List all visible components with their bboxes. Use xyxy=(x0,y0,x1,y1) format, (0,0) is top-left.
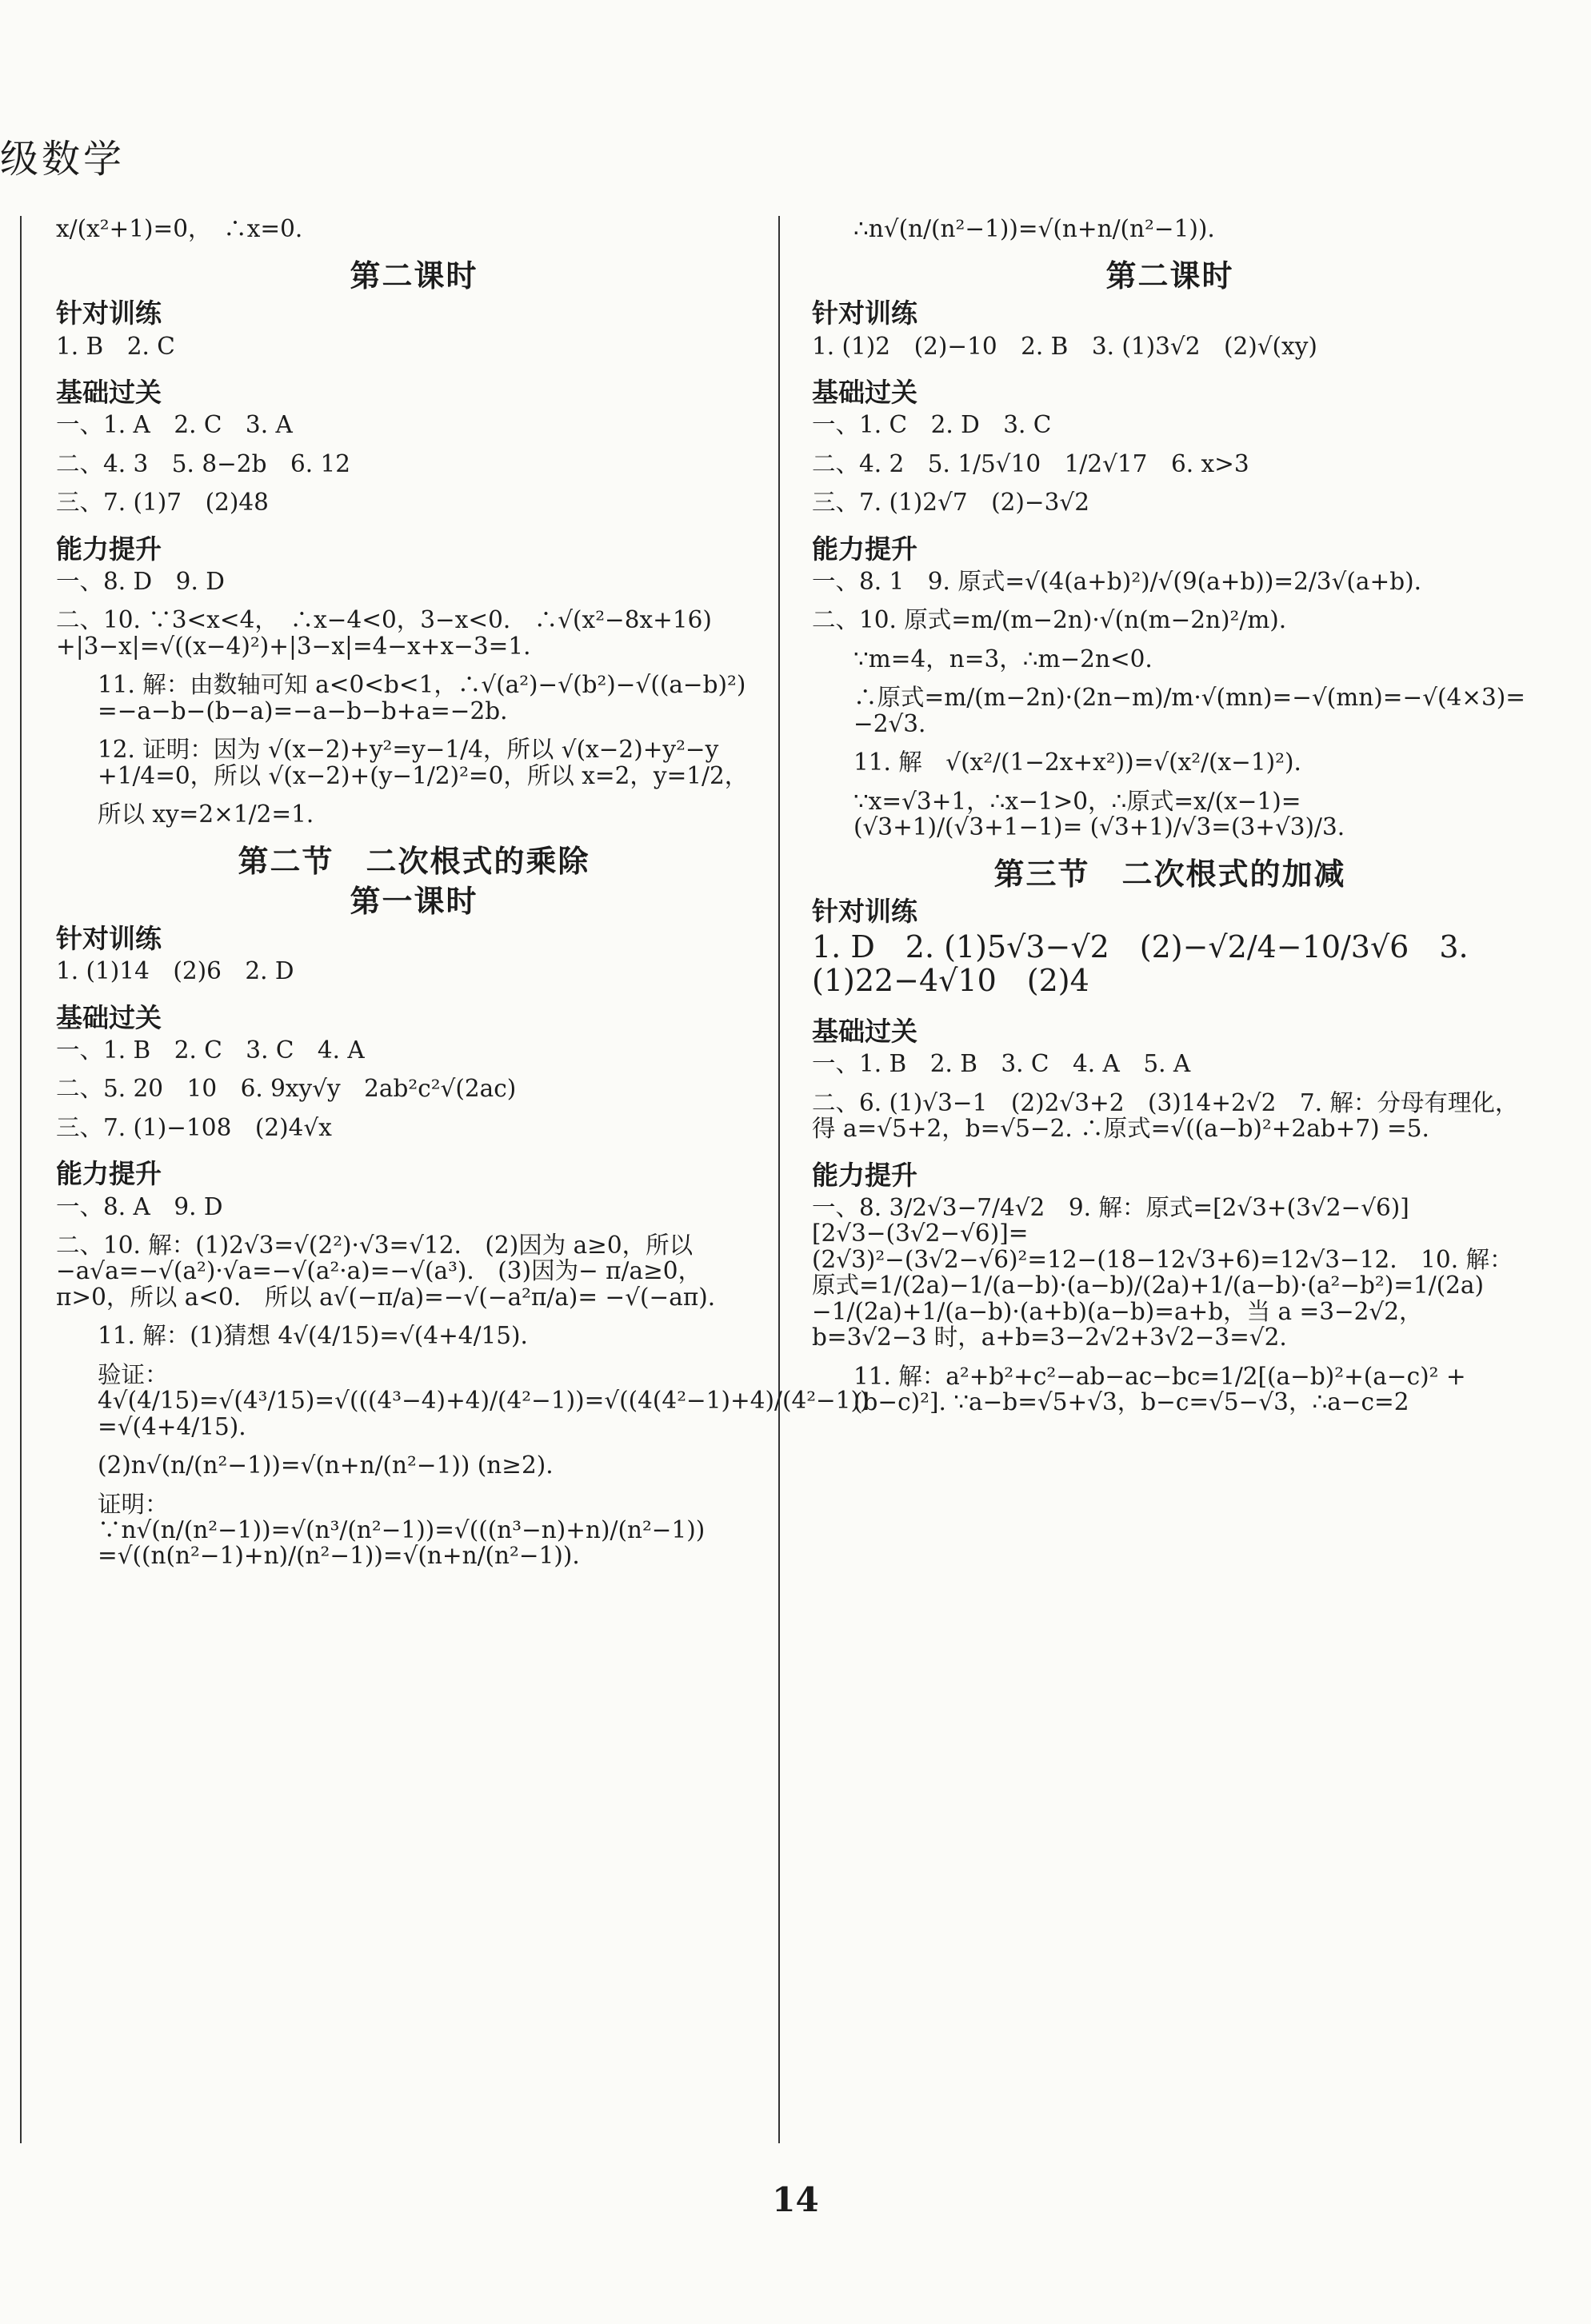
answer-line-large: 1. D 2. (1)5√3−√2 (2)−√2/4−10/3√6 3. (1)22−4√10 (2)4 xyxy=(812,929,1469,999)
answer-line: 一、1. B 2. C 3. C 4. A xyxy=(56,1036,365,1064)
answer-line-indented: (2)n√(n/(n²−1))=√(n+n/(n²−1)) (n≥2). xyxy=(98,1452,554,1479)
subsection-heading: 基础过关 xyxy=(812,376,917,408)
subsection-heading: 基础过关 xyxy=(56,376,162,408)
answer-line-indented: 11. 解：a²+b²+c²−ab−ac−bc=1/2[(a−b)²+(a−c)² +(b−c)²]. ∵a−b=√5+√3，b−c=√5−√3，∴a−c=2 xyxy=(853,1362,1466,1416)
section-heading: 第二课时 xyxy=(1105,258,1234,294)
answer-line-indented: 11. 解 √(x²/(1−2x+x²))=√(x²/(x−1)²). xyxy=(853,749,1301,777)
subsection-heading: 基础过关 xyxy=(56,1001,162,1033)
answer-line-indented: 所以 xy=2×1/2=1. xyxy=(98,800,314,828)
answer-line: 三、7. (1)2√7 (2)−3√2 xyxy=(812,489,1089,517)
section-heading: 第二课时 xyxy=(350,258,478,294)
answer-line: 一、1. B 2. B 3. C 4. A 5. A xyxy=(812,1050,1191,1078)
answer-line: 1. (1)2 (2)−10 2. B 3. (1)3√2 (2)√(xy) xyxy=(812,332,1317,360)
section-heading: 第一课时 xyxy=(350,883,478,920)
answer-line: 二、6. (1)√3−1 (2)2√3+2 (3)14+2√2 7. 解：分母有理化，得 a=√5+2，b=√5−2. ∴原式=√((a−b)²+2ab+7) =5. xyxy=(812,1088,1519,1143)
answer-line: 一、1. A 2. C 3. A xyxy=(56,411,293,439)
answer-line-indented: 验证：4√(4/15)=√(4³/15)=√(((4³−4)+4)/(4²−1))=√((4(4²−1)+4)/(4²−1)) =√(4+4/15). xyxy=(98,1360,869,1440)
section-heading: 第二节 二次根式的乘除 xyxy=(238,843,590,880)
answer-line-indented: ∵x=√3+1，∴x−1>0，∴原式=x/(x−1)=(√3+1)/(√3+1−1)= (√3+1)/√3=(3+√3)/3. xyxy=(853,787,1345,841)
answer-line: 二、5. 20 10 6. 9xy√y 2ab²c²√(2ac) xyxy=(56,1075,517,1103)
right-column xyxy=(812,216,1528,2135)
left-column xyxy=(56,215,869,2135)
answer-line-indented: ∵m=4，n=3，∴m−2n<0. xyxy=(853,645,1153,673)
subsection-heading: 针对训练 xyxy=(56,297,162,329)
answer-line-indented: ∴原式=m/(m−2n)·(2n−m)/m·√(mn)=−√(mn)=−√(4×3)= −2√3. xyxy=(853,684,1525,737)
left-margin-rule xyxy=(20,216,22,2143)
answer-line: 二、4. 3 5. 8−2b 6. 12 xyxy=(56,449,351,477)
answer-line: 三、7. (1)7 (2)48 xyxy=(56,489,269,517)
subsection-heading: 能力提升 xyxy=(56,533,162,565)
subsection-heading: 能力提升 xyxy=(812,533,917,565)
answer-line-indented: 11. 解：由数轴可知 a<0<b<1，∴√(a²)−√(b²)−√((a−b)²) =−a−b−(b−a)=−a−b−b+a=−2b. xyxy=(98,671,746,725)
answer-line: 一、8. 1 9. 原式=√(4(a+b)²)/√(9(a+b))=2/3√(a+b). xyxy=(812,567,1421,595)
answer-line-indented: ∴n√(n/(n²−1))=√(n+n/(n²−1)). xyxy=(853,215,1215,242)
page-number: 14 xyxy=(772,2180,819,2219)
page-header: 级数学 xyxy=(0,137,126,182)
answer-line: 一、8. D 9. D xyxy=(56,567,225,595)
answer-line: 二、4. 2 5. 1/5√10 1/2√17 6. x>3 xyxy=(812,449,1249,477)
answer-line-indented: 证明：∵n√(n/(n²−1))=√(n³/(n²−1))=√(((n³−n)+n)/(n²−1)) =√((n(n²−1)+n)/(n²−1))=√(n+n/(n²−1)). xyxy=(98,1490,706,1570)
subsection-heading: 针对训练 xyxy=(812,896,917,928)
answer-line-indented: 11. 解：(1)猜想 4√(4/15)=√(4+4/15). xyxy=(98,1322,528,1350)
answer-line: 一、8. 3/2√3−7/4√2 9. 解：原式=[2√3+(3√2−√6)][2√3−(3√2−√6)]=(2√3)²−(3√2−√6)²=12−(18−12√3+6)=12√3−12. 10. 解：原式=1/(2a)−1/(a−b)·(a−b)/(2a)+1/(a−b)·(a²−b²)=1/(2a)−1/(2a)+1/(a−b)·(a+b)(a−b)=a+b，当 a =3−2√2，b=3√2−3 时，a+b=3−2√2+3√2−3=√2. xyxy=(812,1193,1513,1352)
subsection-heading: 针对训练 xyxy=(56,922,162,954)
answer-line: 二、10. 原式=m/(m−2n)·√(n(m−2n)²/m). xyxy=(812,606,1287,634)
subsection-heading: 能力提升 xyxy=(56,1158,162,1190)
answer-line: 二、10. ∵3<x<4， ∴x−4<0，3−x<0. ∴√(x²−8x+16) +|3−x|=√((x−4)²)+|3−x|=4−x+x−3=1. xyxy=(56,606,712,660)
column-divider xyxy=(778,216,780,2143)
subsection-heading: 针对训练 xyxy=(812,297,917,329)
subsection-heading: 基础过关 xyxy=(812,1016,917,1048)
answer-line: 三、7. (1)−108 (2)4√x xyxy=(56,1113,332,1141)
subsection-heading: 能力提升 xyxy=(812,1159,917,1191)
answer-line: 二、10. 解：(1)2√3=√(2²)·√3=√12. (2)因为 a≥0，所以 −a√a=−√(a²)·√a=−√(a²·a)=−√(a³). (3)因为− π/a≥0，π>0，所以 a<0. 所以 a√(−π/a)=−√(−a²π/a)= −√(−aπ). xyxy=(56,1232,716,1311)
answer-line: 一、8. A 9. D xyxy=(56,1192,223,1220)
answer-line: 1. (1)14 (2)6 2. D xyxy=(56,957,294,985)
answer-line-indented: 12. 证明：因为 √(x−2)+y²=y−1/4，所以 √(x−2)+y²−y +1/4=0，所以 √(x−2)+(y−1/2)²=0，所以 x=2，y=1/2， xyxy=(98,736,749,789)
answer-line: x/(x²+1)=0， ∴x=0. xyxy=(56,215,303,242)
section-heading: 第三节 二次根式的加减 xyxy=(993,856,1346,892)
answer-line: 1. B 2. C xyxy=(56,332,175,360)
answer-line: 一、1. C 2. D 3. C xyxy=(812,411,1052,439)
